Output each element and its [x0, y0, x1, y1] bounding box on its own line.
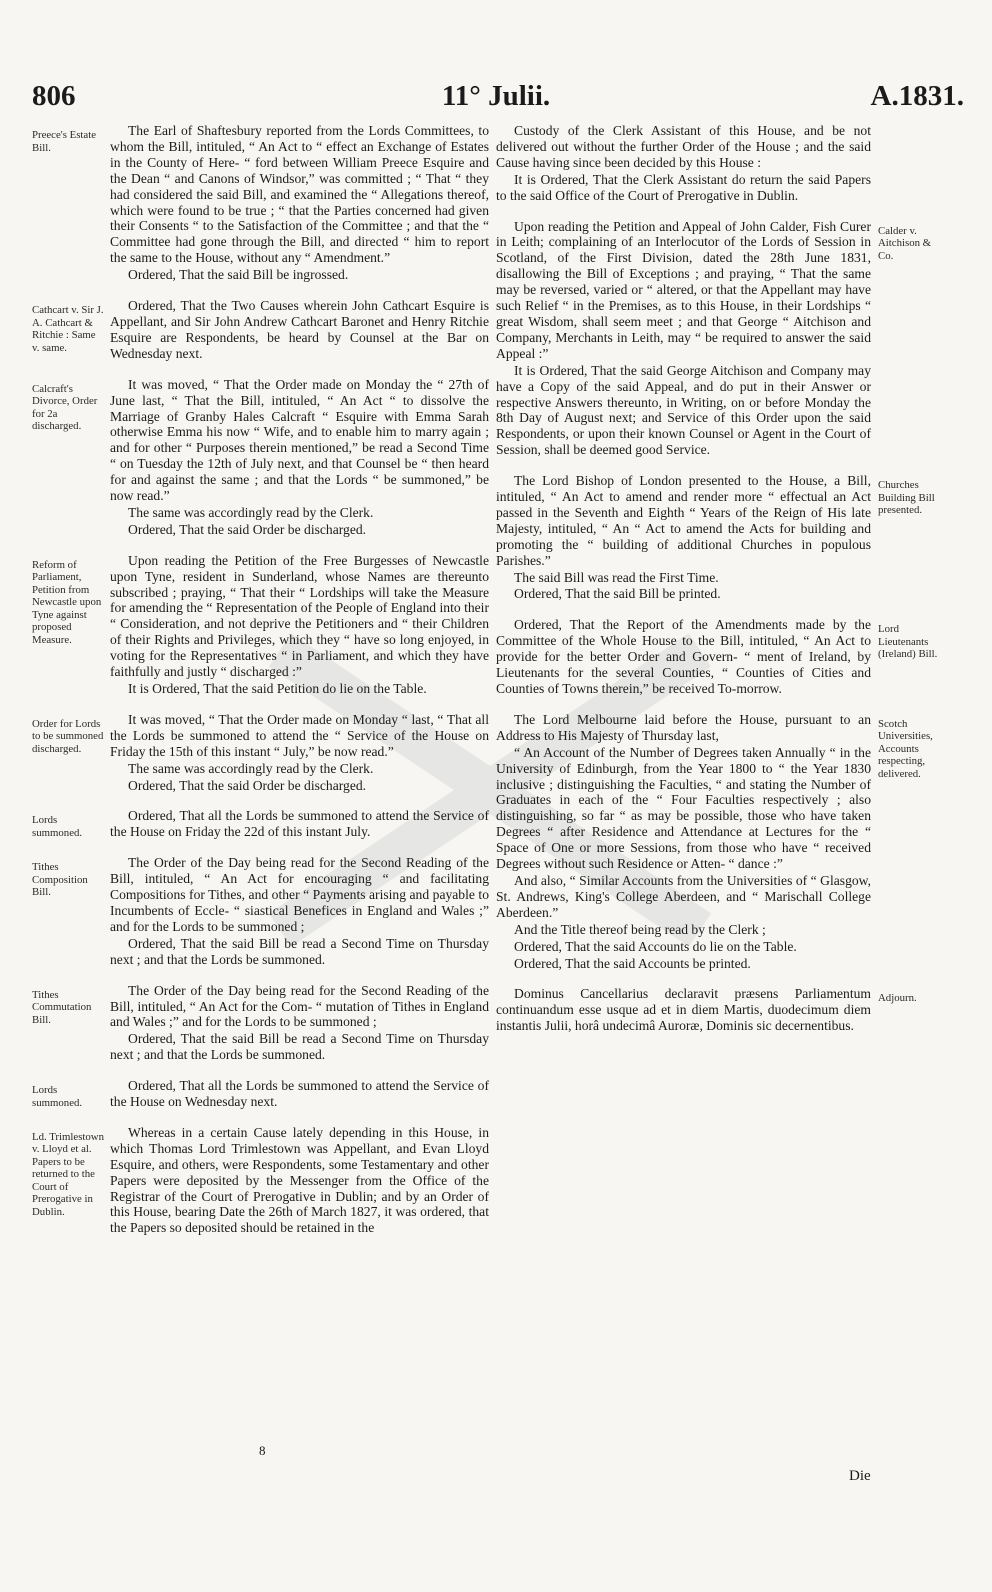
margin-note: Adjourn. [878, 992, 917, 1005]
margin-note: Order for Lords to be summoned discharged. [32, 717, 104, 755]
entry-section [32, 376, 489, 538]
entry-paragraph: Ordered, That the Two Causes wherein John Cathcart Esquire is Appellant, and Sir John Andrew Cathcart Baronet and Henry Ritchie Esquire are Respondents, be heard by Counsel at the Bar on Wednesday next. [110, 298, 489, 361]
entry-paragraph: The same was accordingly read by the Clerk. [128, 504, 374, 520]
entry-paragraph: The said Bill was read the First Time. [514, 569, 719, 585]
margin-note: Ld. Trimlestown v. Lloyd et al. Papers to be returned to the Court of Prerogative in Dublin. [32, 1130, 104, 1218]
entry-paragraph: The Order of the Day being read for the Second Reading of the Bill, intituled, “ An Act for encouraging “ and facilitating Compositions for Tithes, and other “ Payments arising and payable to Incumbents of Eccle- “ siastical Benefices in England and Wales ;” and for the Lords to be summoned ; [110, 855, 489, 934]
entry-paragraph: It is Ordered, That the said Petition do lie on the Table. [128, 681, 427, 696]
margin-note: Churches Building Bill presented. [878, 479, 935, 517]
margin-note: Lords summoned. [32, 1084, 83, 1109]
entry-paragraph: Ordered, That the Report of the Amendments made by the Committee of the Whole House to the Bill, intituled, “ An Act to provide for the better Order and Govern- “ ment of Ireland, by Lieutenants for the several Counties, “ Counties of Cities and Counties of Towns therein,” be received To-morrow. [496, 617, 871, 696]
page-number: 806 [32, 80, 76, 112]
entry-section [32, 1124, 489, 1236]
entry-paragraph: Dominus Cancellarius declaravit præsens Parliamentum continuandum esse usque ad et in diem Martis, duodecimum diem instantis Julii, horâ undecimâ Auroræ, Dominis sic decernentibus. [496, 986, 871, 1034]
entry-section [32, 1078, 489, 1110]
entry-section [32, 808, 489, 840]
entry-paragraph: Ordered, That all the Lords be summoned to attend the Service of the House on Friday the 22d of this instant July. [110, 808, 489, 840]
entry-section [32, 982, 489, 1064]
entry-paragraph: The Earl of Shaftesbury reported from the Lords Committees, to whom the Bill, intituled, “ An Act to “ effect an Exchange of Estates in the County of Here- “ ford between William Preece Esquire and the Dean “ and Canons of Windsor,” was committed ; “ That “ they had considered the said Bill, and examined the “ Allegations thereof, which were found to be true ; “ that the Parties concerned had given their Consents “ to the Satisfaction of the Committee ; and that the “ Committee had gone through the Bill, and directed “ him to report the same to the House, without any “ Amendment.” [110, 123, 489, 266]
entry-paragraph: And also, “ Similar Accounts from the Universities of “ Glasgow, St. Andrews, King's College Aberdeen, and “ Marischall College Aberdeen.” [496, 872, 871, 920]
entry-section [496, 123, 871, 204]
entry-paragraph: “ An Account of the Number of Degrees taken Annually “ in the University of Edinburgh, from the Year 1800 to “ the Year 1830 inclusive ; distinguishing the Faculties, “ and stating the Number of Graduates in each of the “ Four Faculties respectively ; also distinguishing, so far “ as may be possible, those who have taken Degrees “ after Residence and Attendance at Lectures for the “ Space of One or more Sessions, from those who have “ received Degrees without such Residence or Atten- “ dance :” [496, 744, 871, 872]
margin-note: Scotch Universities, Accounts respecting, delivered. [878, 717, 933, 780]
entry-paragraph: It is Ordered, That the Clerk Assistant do return the said Papers to the said Office of the Court of Prerogative in Dublin. [496, 171, 871, 203]
entry-section [32, 298, 489, 362]
entry-paragraph: Ordered, That the said Accounts do lie on the Table. [514, 938, 797, 954]
entry-paragraph: The Lord Melbourne laid before the House, pursuant to an Address to His Majesty of Thursday last, [496, 711, 871, 743]
left-column [32, 123, 489, 1251]
margin-note: Tithes Composition Bill. [32, 861, 88, 899]
entry-paragraph: The Order of the Day being read for the Second Reading of the Bill, intituled, “ An Act for the Com- “ mutation of Tithes in England and Wales ;” and for the Lords to be summoned ; [110, 982, 489, 1030]
margin-note: Calder v. Aitchison & Co. [878, 224, 932, 262]
page-date: 11° Julii. [441, 80, 551, 112]
entry-paragraph: It was moved, “ That the Order made on Monday “ last, “ That all the Lords be summoned to attend the “ Service of the House on Friday the 15th of this instant “ July,” be now read.” [110, 711, 489, 759]
entry-section [496, 711, 933, 972]
entry-section [32, 711, 489, 794]
entry-paragraph: The Lord Bishop of London presented to the House, a Bill, intituled, “ An Act to amend and render more “ effectual an Act passed in the Seventh and Eighth “ Years of the Reign of His late Majesty, intituled, “ An “ Act to amend the Acts for building and promoting the “ building of additional Churches in populous Parishes.” [496, 473, 871, 568]
margin-note: Tithes Commutation Bill. [32, 988, 92, 1026]
entry-section [496, 473, 935, 602]
margin-note: Lords summoned. [32, 814, 83, 839]
entry-section [496, 218, 932, 459]
entry-paragraph: It was moved, “ That the Order made on Monday the “ 27th of June last, “ That the Bill, intituled, “ An Act “ to dissolve the Marriage of Granby Hales Calcraft “ Esquire with Emma Sarah otherwise Emma his now “ Wife, and to enable him to marry again ; and for other “ Purposes therein mentioned,” be read a Second Time “ on Tuesday the 12th of July next, and that Counsel be “ then heard for and against the same ; and that the Lords “ be summoned,” be now read.” [110, 376, 489, 504]
signature-mark: 8 [259, 1443, 266, 1458]
right-column [496, 123, 938, 1049]
margin-note: Reform of Parliament, Petition from Newcastle upon Tyne against proposed Measure. [32, 558, 102, 646]
entry-paragraph: The same was accordingly read by the Clerk. [128, 760, 374, 776]
entry-paragraph: Ordered, That the said Order be discharged. [128, 521, 367, 537]
margin-note: Preece's Estate Bill. [32, 129, 96, 154]
catchword: Die [849, 1468, 871, 1484]
entry-section [496, 617, 938, 697]
entry-paragraph: And the Title thereof being read by the Clerk ; [514, 921, 766, 937]
entry-paragraph: It is Ordered, That the said George Aitchison and Company may have a Copy of the said Appeal, and do put in their Answer or respective Answers thereunto, in Writing, on or before Monday the 8th Day of August next; and Service of this Order upon the said Respondents, or upon their known Counsel or Agent in the Court of Session, shall be deemed good Service. [496, 362, 871, 458]
entry-section [32, 552, 489, 697]
margin-note: Lord Lieutenants (Ireland) Bill. [878, 623, 938, 661]
entry-paragraph: Ordered, That the said Bill be read a Second Time on Thursday next ; and that the Lords be summoned. [110, 935, 489, 967]
entry-paragraph: Upon reading the Petition and Appeal of John Calder, Fish Curer in Leith; complaining of an Interlocutor of the Lords of Session in Scotland, of the First Division, dated the 28th June 1831, disallowing the Bill of Exceptions ; and praying, “ That the same may be reversed, varied or “ altered, or that the Appellant may have such Relief “ in the Premises, as to this House, in their Lordships “ great Wisdom, shall seem meet ; and that George “ Aitchison and Company, Merchants in Leith, may “ be required to answer the said Appeal :” [496, 218, 871, 361]
entry-paragraph: Ordered, That the said Bill be read a Second Time on Thursday next ; and that the Lords be summoned. [110, 1031, 489, 1063]
running-header [0, 80, 992, 120]
page-year: A.1831. [870, 80, 964, 112]
margin-note: Calcraft's Divorce, Order for 2a discharged. [32, 382, 98, 433]
entry-section [32, 855, 489, 967]
entry-paragraph: Ordered, That the said Accounts be printed. [514, 955, 751, 971]
entry-paragraph: Ordered, That the said Bill be printed. [514, 586, 721, 602]
entry-paragraph: Ordered, That the said Order be discharged. [128, 777, 367, 793]
entry-section [496, 986, 917, 1034]
entry-paragraph: Ordered, That the said Bill be ingrossed. [128, 267, 349, 283]
entry-paragraph: Custody of the Clerk Assistant of this House, and be not delivered out without the further Order of the House ; and the said Cause having since been decided by this House : [496, 123, 871, 170]
margin-note: Cathcart v. Sir J. A. Cathcart & Ritchie : Same v. same. [32, 304, 104, 354]
entry-paragraph: Upon reading the Petition of the Free Burgesses of Newcastle upon Tyne, resident in Sunderland, whose Names are thereunto subscribed ; praying, “ That their “ Lordships will take the Measure for amending the “ Representation of the People of England into their “ Consideration, and not deprive the Petitioners and “ their Children of their Rights and Privileges, which they “ have so long enjoyed, in voting for the Representatives “ in Parliament, and which they have faithfully and justly “ discharged :” [110, 552, 489, 680]
entry-paragraph: Ordered, That all the Lords be summoned to attend the Service of the House on Wednesday next. [110, 1078, 489, 1110]
entry-section [32, 123, 489, 283]
entry-paragraph: Whereas in a certain Cause lately depending in this House, in which Thomas Lord Trimlestown was Appellant, and Evan Lloyd Esquire, and others, were Respondents, some Testamentary and other Papers were deposited by the Messenger from the Office of the Registrar of the Court of Prerogative in Dublin; and by an Order of this House, bearing Date the 26th of March 1827, it was ordered, that the Papers so deposited should be retained in the [110, 1124, 489, 1236]
